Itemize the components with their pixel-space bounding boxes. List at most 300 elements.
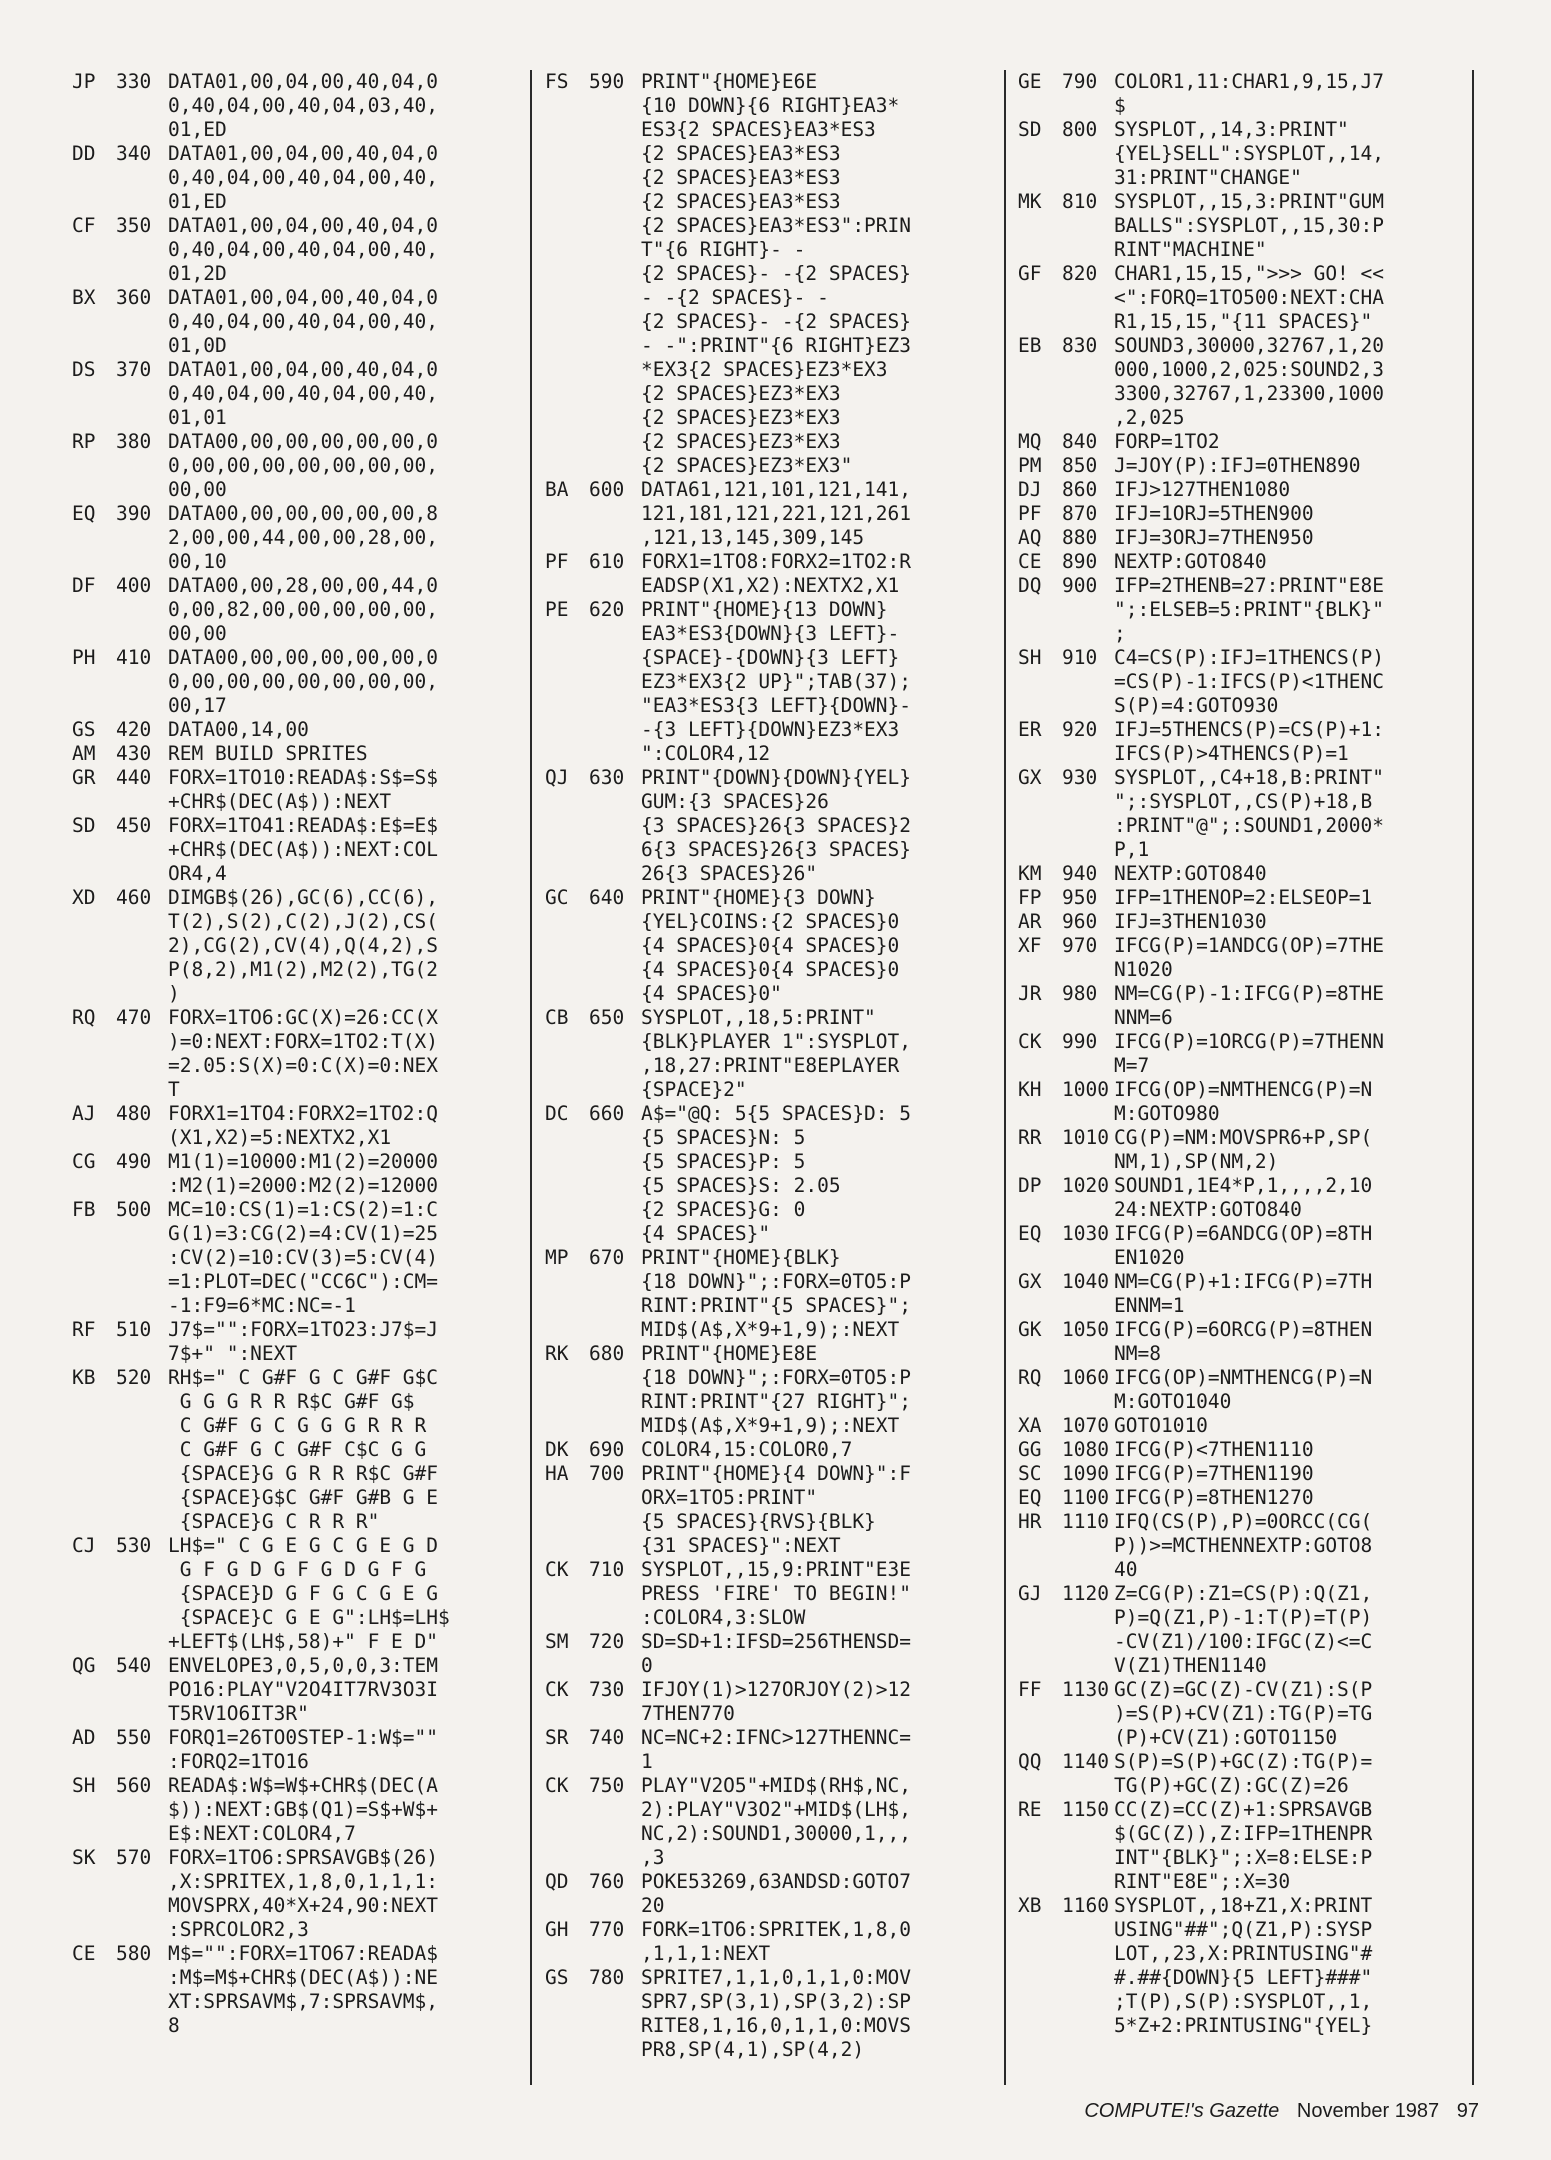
listing-line <box>72 742 534 766</box>
code-text: J7$="":FORX=1TO23:J7$=J 7$+" ":NEXT <box>168 1318 439 1365</box>
listing-line <box>1018 70 1480 118</box>
code-text: DATA01,00,04,00,40,04,0 0,40,04,00,40,04,00,40, 01,ED <box>168 142 439 213</box>
line-number: 750 <box>589 1774 625 1797</box>
code-text: MC=10:CS(1)=1:CS(2)=1:C G(1)=3:CG(2)=4:CV(1)=25 :CV(2)=10:CV(3)=5:CV(4) =1:PLOT=DEC("CC6C"):CM= -1:F9=6*MC:NC=-1 <box>168 1198 439 1317</box>
listing-line <box>545 598 1007 766</box>
line-number: 810 <box>1062 190 1098 213</box>
listing-line <box>1018 766 1480 862</box>
line-number: 770 <box>589 1918 625 1941</box>
line-number: 480 <box>116 1102 152 1125</box>
code-text: SYSPLOT,,15,9:PRINT"E3E PRESS 'FIRE' TO BEGIN!" :COLOR4,3:SLOW <box>641 1558 912 1629</box>
checksum: XF <box>1018 934 1042 957</box>
line-number: 590 <box>589 70 625 93</box>
code-text: CG(P)=NM:MOVSPR6+P,SP( NM,1),SP(NM,2) <box>1114 1126 1373 1173</box>
code-text: FORK=1TO6:SPRITEK,1,8,0 ,1,1,1:NEXT <box>641 1918 912 1965</box>
line-number: 370 <box>116 358 152 381</box>
line-number: 730 <box>589 1678 625 1701</box>
line-number: 450 <box>116 814 152 837</box>
listing-line <box>72 1726 534 1774</box>
checksum: RQ <box>1018 1366 1042 1389</box>
listing-line <box>545 1006 1007 1102</box>
checksum: KB <box>72 1366 96 1389</box>
listing-line <box>72 574 534 646</box>
code-text: COLOR4,15:COLOR0,7 <box>641 1438 853 1461</box>
listing-line <box>545 1342 1007 1438</box>
code-text: IFCG(P)=1ANDCG(OP)=7THE N1020 <box>1114 934 1385 981</box>
page-footer <box>1072 2100 1479 2123</box>
checksum: GX <box>1018 1270 1042 1293</box>
line-number: 470 <box>116 1006 152 1029</box>
code-text: M1(1)=10000:M1(2)=20000 :M2(1)=2000:M2(2)=12000 <box>168 1150 439 1197</box>
listing-line <box>545 1630 1007 1678</box>
code-text: SYSPLOT,,15,3:PRINT"GUM BALLS":SYSPLOT,,15,30:P RINT"MACHINE" <box>1114 190 1385 261</box>
code-text: IFQ(CS(P),P)=0ORCC(CG( P))>=MCTHENNEXTP:GOTO8 40 <box>1114 1510 1373 1581</box>
line-number: 490 <box>116 1150 152 1173</box>
listing-line <box>72 1654 534 1726</box>
listing-line <box>72 1102 534 1150</box>
checksum: CB <box>545 1006 569 1029</box>
listing-line <box>545 1918 1007 1966</box>
code-text: POKE53269,63ANDSD:GOTO7 20 <box>641 1870 912 1917</box>
checksum: XD <box>72 886 96 909</box>
line-number: 980 <box>1062 982 1098 1005</box>
listing-line <box>1018 1366 1480 1414</box>
listing-line <box>545 886 1007 1006</box>
listing-line <box>545 1558 1007 1630</box>
line-number: 970 <box>1062 934 1098 957</box>
line-number: 1010 <box>1062 1126 1109 1149</box>
checksum: SH <box>1018 646 1042 669</box>
code-text: PRINT"{HOME}E6E {10 DOWN}{6 RIGHT}EA3* ES3{2 SPACES}EA3*ES3 {2 SPACES}EA3*ES3 {2 SPACES}EA3*ES3 {2 SPACES}EA3*ES3 {2 SPACES}EA3*ES3":PRIN T"{6 RIGHT}- - {2 SPACES}- -{2 SPACES} - -{2 SPACES}- - {2 SPACES}- -{2 SPACES} - -":PRINT"{6 RIGHT}EZ3 *EX3{2 SPACES}EZ3*EX3 {2 SPACES}EZ3*EX3 {2 SPACES}EZ3*EX3 {2 SPACES}EZ3*EX3 {2 SPACES}EZ3*EX3" <box>641 70 912 477</box>
listing-line <box>72 1942 534 2038</box>
line-number: 1100 <box>1062 1486 1109 1509</box>
listing-column-2 <box>545 70 1007 2085</box>
listing-line <box>545 766 1007 886</box>
code-text: FORX=1TO6:GC(X)=26:CC(X )=0:NEXT:FORX=1TO2:T(X) =2.05:S(X)=0:C(X)=0:NEX T <box>168 1006 439 1101</box>
code-text: NEXTP:GOTO840 <box>1114 862 1267 885</box>
line-number: 1120 <box>1062 1582 1109 1605</box>
code-text: DATA01,00,04,00,40,04,0 0,40,04,00,40,04,00,40, 01,0D <box>168 286 439 357</box>
code-text: IFP=2THENB=27:PRINT"E8E ";:ELSEB=5:PRINT"{BLK}" ; <box>1114 574 1385 645</box>
line-number: 950 <box>1062 886 1098 909</box>
listing-line <box>1018 1510 1480 1582</box>
listing-line <box>72 1150 534 1198</box>
code-text: IFCG(P)=6ORCG(P)=8THEN NM=8 <box>1114 1318 1373 1365</box>
checksum: GS <box>72 718 96 741</box>
line-number: 340 <box>116 142 152 165</box>
line-number: 790 <box>1062 70 1098 93</box>
checksum: FB <box>72 1198 96 1221</box>
code-text: SYSPLOT,,18,5:PRINT" {BLK}PLAYER 1":SYSPLOT, ,18,27:PRINT"E8EPLAYER {SPACE}2" <box>641 1006 912 1101</box>
column-divider <box>1472 70 1474 2085</box>
line-number: 420 <box>116 718 152 741</box>
listing-line <box>1018 1582 1480 1678</box>
code-text: CC(Z)=CC(Z)+1:SPRSAVGB $(GC(Z)),Z:IFP=1THENPR INT"{BLK}";:X=8:ELSE:P RINT"E8E";:X=30 <box>1114 1798 1373 1893</box>
code-text: DATA00,00,00,00,00,00,8 2,00,00,44,00,00,28,00, 00,10 <box>168 502 439 573</box>
line-number: 890 <box>1062 550 1098 573</box>
code-text: IFCG(P)<7THEN1110 <box>1114 1438 1314 1461</box>
listing-line <box>72 886 534 1006</box>
line-number: 500 <box>116 1198 152 1221</box>
checksum: PF <box>1018 502 1042 525</box>
listing-line <box>72 358 534 430</box>
listing-line <box>1018 1678 1480 1750</box>
listing-line <box>72 430 534 502</box>
line-number: 1080 <box>1062 1438 1109 1461</box>
code-text: PRINT"{HOME}{3 DOWN} {YEL}COINS:{2 SPACES}0 {4 SPACES}0{4 SPACES}0 {4 SPACES}0{4 SPACES}0 {4 SPACES}0" <box>641 886 900 1005</box>
checksum: HR <box>1018 1510 1042 1533</box>
checksum: CE <box>1018 550 1042 573</box>
line-number: 430 <box>116 742 152 765</box>
listing-line <box>1018 1438 1480 1462</box>
line-number: 650 <box>589 1006 625 1029</box>
line-number: 460 <box>116 886 152 909</box>
listing-line <box>545 1966 1007 2062</box>
code-text: IFCG(OP)=NMTHENCG(P)=N M:GOTO1040 <box>1114 1366 1373 1413</box>
code-text: IFCG(P)=8THEN1270 <box>1114 1486 1314 1509</box>
line-number: 550 <box>116 1726 152 1749</box>
checksum: EB <box>1018 334 1042 357</box>
listing-line <box>1018 478 1480 502</box>
line-number: 940 <box>1062 862 1098 885</box>
line-number: 540 <box>116 1654 152 1677</box>
code-text: IFJ=5THENCS(P)=CS(P)+1: IFCS(P)>4THENCS(P)=1 <box>1114 718 1385 765</box>
listing-line <box>72 1006 534 1102</box>
listing-line <box>72 646 534 718</box>
code-text: NEXTP:GOTO840 <box>1114 550 1267 573</box>
listing-line <box>1018 1462 1480 1486</box>
checksum: RQ <box>72 1006 96 1029</box>
checksum: ER <box>1018 718 1042 741</box>
listing-line <box>545 1438 1007 1462</box>
listing-line <box>545 1246 1007 1342</box>
code-text: M$="":FORX=1TO67:READA$ :M$=M$+CHR$(DEC(A$)):NE XT:SPRSAVM$,7:SPRSAVM$, 8 <box>168 1942 439 2037</box>
code-text: ENVELOPE3,0,5,0,0,3:TEM PO16:PLAY"V2O4IT7RV3O3I T5RV1O6IT3R" <box>168 1654 439 1725</box>
listing-line <box>1018 1222 1480 1270</box>
code-text: IFCG(P)=6ANDCG(OP)=8TH EN1020 <box>1114 1222 1373 1269</box>
line-number: 360 <box>116 286 152 309</box>
line-number: 440 <box>116 766 152 789</box>
listing-line <box>1018 1174 1480 1222</box>
listing-line <box>1018 1750 1480 1798</box>
checksum: SH <box>72 1774 96 1797</box>
code-text: SYSPLOT,,C4+18,B:PRINT" ";:SYSPLOT,,CS(P)+18,B :PRINT"@";:SOUND1,2000* P,1 <box>1114 766 1385 861</box>
line-number: 630 <box>589 766 625 789</box>
code-text: IFJ=1ORJ=5THEN900 <box>1114 502 1314 525</box>
checksum: GR <box>72 766 96 789</box>
listing-line <box>545 1726 1007 1774</box>
code-text: RH$=" C G#F G C G#F G$C G G G R R R$C G#F G$ C G#F G C G G G R R R C G#F G C G#F C$C G G {SPACE}G G R R R$C G#F {SPACE}G$C G#F G#B G E {SPACE}G C R R R" <box>168 1366 439 1533</box>
checksum: CK <box>545 1558 569 1581</box>
line-number: 1070 <box>1062 1414 1109 1437</box>
line-number: 620 <box>589 598 625 621</box>
checksum: GG <box>1018 1438 1042 1461</box>
code-text: C4=CS(P):IFJ=1THENCS(P) =CS(P)-1:IFCS(P)<1THENC S(P)=4:GOTO930 <box>1114 646 1385 717</box>
line-number: 920 <box>1062 718 1098 741</box>
code-text: DATA00,14,00 <box>168 718 309 741</box>
listing-line <box>1018 982 1480 1030</box>
code-text: FORX=1TO10:READA$:S$=S$ +CHR$(DEC(A$)):NEXT <box>168 766 439 813</box>
code-text: PRINT"{DOWN}{DOWN}{YEL} GUM:{3 SPACES}26 {3 SPACES}26{3 SPACES}2 6{3 SPACES}26{3 SPACES} 26{3 SPACES}26" <box>641 766 912 885</box>
listing-column-1 <box>72 70 534 2085</box>
line-number: 510 <box>116 1318 152 1341</box>
checksum: GX <box>1018 766 1042 789</box>
listing-line <box>1018 118 1480 190</box>
code-text: FORX=1TO6:SPRSAVGB$(26) ,X:SPRITEX,1,8,0,1,1,1: MOVSPRX,40*X+24,90:NEXT :SPRCOLOR2,3 <box>168 1846 439 1941</box>
checksum: EQ <box>72 502 96 525</box>
code-text: S(P)=S(P)+GC(Z):TG(P)= TG(P)+GC(Z):GC(Z)=26 <box>1114 1750 1373 1797</box>
listing-line <box>72 214 534 286</box>
code-text: IFJ=3THEN1030 <box>1114 910 1267 933</box>
listing-line <box>545 1870 1007 1918</box>
checksum: SD <box>1018 118 1042 141</box>
checksum: GC <box>545 886 569 909</box>
listing-line <box>1018 574 1480 646</box>
listing-line <box>72 1198 534 1318</box>
checksum: GF <box>1018 262 1042 285</box>
checksum: AD <box>72 1726 96 1749</box>
line-number: 350 <box>116 214 152 237</box>
listing-line <box>1018 718 1480 766</box>
line-number: 330 <box>116 70 152 93</box>
checksum: RP <box>72 430 96 453</box>
line-number: 610 <box>589 550 625 573</box>
code-text: SYSPLOT,,14,3:PRINT" {YEL}SELL":SYSPLOT,,14, 31:PRINT"CHANGE" <box>1114 118 1385 189</box>
listing-line <box>1018 1486 1480 1510</box>
code-text: FORX=1TO41:READA$:E$=E$ +CHR$(DEC(A$)):NEXT:COL OR4,4 <box>168 814 439 885</box>
code-text: DIMGB$(26),GC(6),CC(6), T(2),S(2),C(2),J(2),CS( 2),CG(2),CV(4),Q(4,2),S P(8,2),M1(2),M2(2),TG(2 ) <box>168 886 439 1005</box>
listing-line <box>1018 910 1480 934</box>
listing-line <box>72 1534 534 1654</box>
checksum: SM <box>545 1630 569 1653</box>
line-number: 1110 <box>1062 1510 1109 1533</box>
code-text: NM=CG(P)-1:IFCG(P)=8THE NNM=6 <box>1114 982 1385 1029</box>
checksum: QQ <box>1018 1750 1042 1773</box>
line-number: 560 <box>116 1774 152 1797</box>
line-number: 600 <box>589 478 625 501</box>
code-text: PRINT"{HOME}E8E {18 DOWN}";:FORX=0TO5:P RINT:PRINT"{27 RIGHT}"; MID$(A$,X*9+1,9);:NEXT <box>641 1342 912 1437</box>
listing-line <box>545 550 1007 598</box>
code-text: FORX1=1TO8:FORX2=1TO2:R EADSP(X1,X2):NEXTX2,X1 <box>641 550 912 597</box>
checksum: MK <box>1018 190 1042 213</box>
checksum: BA <box>545 478 569 501</box>
checksum: QJ <box>545 766 569 789</box>
line-number: 1020 <box>1062 1174 1109 1197</box>
code-text: IFP=1THENOP=2:ELSEOP=1 <box>1114 886 1373 909</box>
code-text: A$="@Q: 5{5 SPACES}D: 5 {5 SPACES}N: 5 {5 SPACES}P: 5 {5 SPACES}S: 2.05 {2 SPACES}G: 0 {4 SPACES}" <box>641 1102 912 1245</box>
code-text: DATA01,00,04,00,40,04,0 0,40,04,00,40,04,03,40, 01,ED <box>168 70 439 141</box>
checksum: BX <box>72 286 96 309</box>
line-number: 700 <box>589 1462 625 1485</box>
line-number: 380 <box>116 430 152 453</box>
checksum: XA <box>1018 1414 1042 1437</box>
code-text: IFJ>127THEN1080 <box>1114 478 1291 501</box>
code-text: IFCG(OP)=NMTHENCG(P)=N M:GOTO980 <box>1114 1078 1373 1125</box>
listing-line <box>1018 1414 1480 1438</box>
code-text: READA$:W$=W$+CHR$(DEC(A $)):NEXT:GB$(Q1)=S$+W$+ E$:NEXT:COLOR4,7 <box>168 1774 439 1845</box>
checksum: DQ <box>1018 574 1042 597</box>
listing-line <box>1018 1894 1480 2038</box>
code-text: DATA00,00,00,00,00,00,0 0,00,00,00,00,00,00,00, 00,17 <box>168 646 439 717</box>
listing-line <box>72 1774 534 1846</box>
line-number: 780 <box>589 1966 625 1989</box>
line-number: 670 <box>589 1246 625 1269</box>
checksum: SK <box>72 1846 96 1869</box>
checksum: GS <box>545 1966 569 1989</box>
checksum: GE <box>1018 70 1042 93</box>
line-number: 1130 <box>1062 1678 1109 1701</box>
checksum: DD <box>72 142 96 165</box>
code-text: SPRITE7,1,1,0,1,1,0:MOV SPR7,SP(3,1),SP(3,2):SP RITE8,1,16,0,1,1,0:MOVS PR8,SP(4,1),SP(4,2) <box>641 1966 912 2061</box>
checksum: XB <box>1018 1894 1042 1917</box>
code-text: DATA01,00,04,00,40,04,0 0,40,04,00,40,04,00,40, 01,2D <box>168 214 439 285</box>
listing-line <box>1018 1126 1480 1174</box>
code-text: DATA00,00,00,00,00,00,0 0,00,00,00,00,00,00,00, 00,00 <box>168 430 439 501</box>
checksum: CG <box>72 1150 96 1173</box>
checksum: QG <box>72 1654 96 1677</box>
page-number: 97 <box>1456 2100 1479 2122</box>
checksum: RF <box>72 1318 96 1341</box>
checksum: RE <box>1018 1798 1042 1821</box>
listing-line <box>1018 430 1480 454</box>
listing-line <box>72 814 534 886</box>
code-text: DATA01,00,04,00,40,04,0 0,40,04,00,40,04,00,40, 01,01 <box>168 358 439 429</box>
line-number: 390 <box>116 502 152 525</box>
listing-line <box>1018 646 1480 718</box>
code-text: COLOR1,11:CHAR1,9,15,J7 $ <box>1114 70 1385 117</box>
listing-line <box>72 502 534 574</box>
line-number: 710 <box>589 1558 625 1581</box>
listing-line <box>1018 1030 1480 1078</box>
listing-line <box>72 1366 534 1534</box>
listing-line <box>1018 1318 1480 1366</box>
line-number: 1030 <box>1062 1222 1109 1245</box>
line-number: 410 <box>116 646 152 669</box>
checksum: DP <box>1018 1174 1042 1197</box>
checksum: DF <box>72 574 96 597</box>
line-number: 1050 <box>1062 1318 1109 1341</box>
checksum: CK <box>545 1678 569 1701</box>
line-number: 900 <box>1062 574 1098 597</box>
line-number: 1150 <box>1062 1798 1109 1821</box>
listing-line <box>72 286 534 358</box>
code-text: NC=NC+2:IFNC>127THENNC= 1 <box>641 1726 912 1773</box>
listing-line <box>545 1102 1007 1246</box>
listing-line <box>1018 190 1480 262</box>
line-number: 860 <box>1062 478 1098 501</box>
line-number: 910 <box>1062 646 1098 669</box>
listing-line <box>1018 886 1480 910</box>
line-number: 850 <box>1062 454 1098 477</box>
checksum: SD <box>72 814 96 837</box>
code-text: FORX1=1TO4:FORX2=1TO2:Q (X1,X2)=5:NEXTX2,X1 <box>168 1102 439 1149</box>
code-text: IFCG(P)=7THEN1190 <box>1114 1462 1314 1485</box>
checksum: KM <box>1018 862 1042 885</box>
checksum: CK <box>545 1774 569 1797</box>
code-text: SOUND1,1E4*P,1,,,,2,10 24:NEXTP:GOTO840 <box>1114 1174 1373 1221</box>
line-number: 1040 <box>1062 1270 1109 1293</box>
code-text: IFJ=3ORJ=7THEN950 <box>1114 526 1314 549</box>
line-number: 660 <box>589 1102 625 1125</box>
code-text: SD=SD+1:IFSD=256THENSD= 0 <box>641 1630 912 1677</box>
checksum: FF <box>1018 1678 1042 1701</box>
checksum: FS <box>545 70 569 93</box>
listing-line <box>1018 454 1480 478</box>
code-text: IFCG(P)=1ORCG(P)=7THENN M=7 <box>1114 1030 1385 1077</box>
line-number: 760 <box>589 1870 625 1893</box>
listing-line <box>72 1846 534 1942</box>
line-number: 800 <box>1062 118 1098 141</box>
line-number: 820 <box>1062 262 1098 285</box>
checksum: AQ <box>1018 526 1042 549</box>
listing-line <box>1018 334 1480 430</box>
line-number: 1000 <box>1062 1078 1109 1101</box>
checksum: KH <box>1018 1078 1042 1101</box>
code-text: REM BUILD SPRITES <box>168 742 368 765</box>
listing-line <box>1018 262 1480 334</box>
listing-line <box>1018 1798 1480 1894</box>
code-text: SYSPLOT,,18+Z1,X:PRINT USING"##";Q(Z1,P):SYSP LOT,,23,X:PRINTUSING"# #.##{DOWN}{5 LEFT}###" ;T(P),S(P):SYSPLOT,,1, 5*Z+2:PRINTUSING"{YEL} <box>1114 1894 1373 2037</box>
code-text: CHAR1,15,15,">>> GO! << <":FORQ=1TO500:NEXT:CHA R1,15,15,"{11 SPACES}" <box>1114 262 1385 333</box>
line-number: 400 <box>116 574 152 597</box>
line-number: 990 <box>1062 1030 1098 1053</box>
checksum: HA <box>545 1462 569 1485</box>
checksum: CK <box>1018 1030 1042 1053</box>
checksum: DC <box>545 1102 569 1125</box>
checksum: DS <box>72 358 96 381</box>
line-number: 830 <box>1062 334 1098 357</box>
checksum: CF <box>72 214 96 237</box>
checksum: CE <box>72 1942 96 1965</box>
code-text: FORQ1=26TO0STEP-1:W$="" :FORQ2=1TO16 <box>168 1726 439 1773</box>
checksum: QD <box>545 1870 569 1893</box>
listing-column-3 <box>1018 70 1480 2085</box>
checksum: PF <box>545 550 569 573</box>
checksum: SC <box>1018 1462 1042 1485</box>
listing-line <box>1018 862 1480 886</box>
line-number: 880 <box>1062 526 1098 549</box>
checksum: EQ <box>1018 1486 1042 1509</box>
listing-line <box>545 70 1007 478</box>
code-text: DATA61,121,101,121,141, 121,181,121,221,121,261 ,121,13,145,309,145 <box>641 478 912 549</box>
code-text: PLAY"V2O5"+MID$(RH$,NC, 2):PLAY"V3O2"+MID$(LH$, NC,2):SOUND1,30000,1,,, ,3 <box>641 1774 912 1869</box>
checksum: JP <box>72 70 96 93</box>
line-number: 720 <box>589 1630 625 1653</box>
line-number: 680 <box>589 1342 625 1365</box>
line-number: 870 <box>1062 502 1098 525</box>
listing-line <box>1018 1270 1480 1318</box>
checksum: JR <box>1018 982 1042 1005</box>
listing-line <box>1018 502 1480 526</box>
checksum: GH <box>545 1918 569 1941</box>
code-text: Z=CG(P):Z1=CS(P):Q(Z1, P)=Q(Z1,P)-1:T(P)=T(P) -CV(Z1)/100:IFGC(Z)<=C V(Z1)THEN1140 <box>1114 1582 1373 1677</box>
code-text: J=JOY(P):IFJ=0THEN890 <box>1114 454 1361 477</box>
checksum: MQ <box>1018 430 1042 453</box>
checksum: RR <box>1018 1126 1042 1149</box>
line-number: 960 <box>1062 910 1098 933</box>
column-divider <box>530 70 532 2085</box>
line-number: 1060 <box>1062 1366 1109 1389</box>
line-number: 930 <box>1062 766 1098 789</box>
column-divider <box>1004 70 1006 2085</box>
listing-line <box>545 1462 1007 1558</box>
checksum: GJ <box>1018 1582 1042 1605</box>
code-text: DATA00,00,28,00,00,44,0 0,00,82,00,00,00,00,00, 00,00 <box>168 574 439 645</box>
publication-name: COMPUTE!'s Gazette <box>1084 2100 1280 2122</box>
issue-date: November 1987 <box>1296 2100 1440 2122</box>
checksum: EQ <box>1018 1222 1042 1245</box>
line-number: 690 <box>589 1438 625 1461</box>
